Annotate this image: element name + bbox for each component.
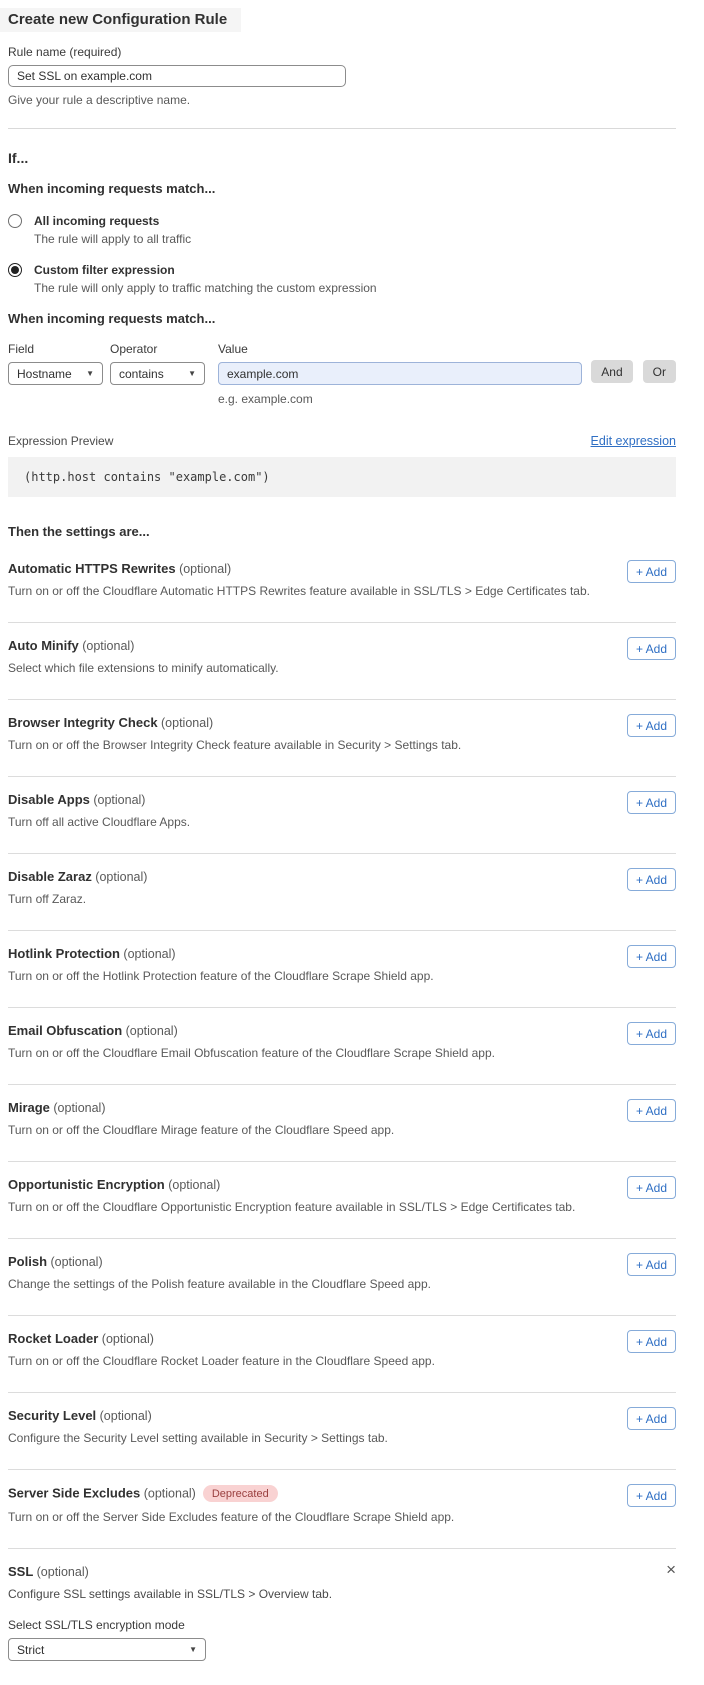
radio-option-all-incoming-requests[interactable] xyxy=(8,213,676,247)
setting-optional-label: (optional) xyxy=(175,562,232,576)
setting-optional-label: (optional) xyxy=(122,1024,178,1038)
add-setting-button[interactable]: + Add xyxy=(627,1022,676,1045)
setting-description: Turn on or off the Browser Integrity Check feature available in Security > Settings tab. xyxy=(8,738,462,752)
ssl-mode-select[interactable] xyxy=(8,1638,206,1661)
setting-title: Rocket Loader xyxy=(8,1331,99,1346)
setting-description: Turn off all active Cloudflare Apps. xyxy=(8,815,191,829)
add-setting-button[interactable]: + Add xyxy=(627,791,676,814)
radio-option-description: The rule will apply to all traffic xyxy=(34,232,192,246)
add-setting-button[interactable]: + Add xyxy=(627,868,676,891)
add-setting-button[interactable]: + Add xyxy=(627,1484,676,1507)
setting-optional-label: (optional) xyxy=(140,1486,196,1501)
add-setting-button[interactable]: + Add xyxy=(627,1407,676,1430)
setting-description: Turn on or off the Cloudflare Automatic HTTPS Rewrites feature available in SSL/TLS > Edge Certificates tab. xyxy=(8,584,590,598)
radio-option-custom-filter-expression[interactable] xyxy=(8,262,676,296)
ssl-mode-label: Select SSL/TLS encryption mode xyxy=(8,1618,185,1632)
operator-label: Operator xyxy=(110,342,158,356)
setting-title: Disable Apps xyxy=(8,792,90,807)
match-type-label: When incoming requests match... xyxy=(8,181,216,196)
add-setting-button[interactable]: + Add xyxy=(627,560,676,583)
expression-preview-box: (http.host contains "example.com") xyxy=(8,457,676,497)
setting-title: Opportunistic Encryption xyxy=(8,1177,165,1192)
setting-description: Configure the Security Level setting available in Security > Settings tab. xyxy=(8,1431,388,1445)
setting-row xyxy=(8,623,676,700)
then-settings-heading: Then the settings are... xyxy=(8,524,150,539)
ssl-mode-select-value: Strict xyxy=(17,1642,45,1657)
chevron-down-icon: ▼ xyxy=(86,368,94,378)
setting-row xyxy=(8,1393,676,1470)
and-button[interactable]: And xyxy=(591,360,632,383)
setting-title: Polish xyxy=(8,1254,48,1269)
setting-row xyxy=(8,1239,676,1316)
add-setting-button[interactable]: + Add xyxy=(627,1330,676,1353)
setting-optional-label: (optional) xyxy=(89,793,146,807)
setting-row xyxy=(8,854,676,931)
setting-optional-label: (optional) xyxy=(78,639,135,653)
setting-description: Turn on or off the Cloudflare Opportunistic Encryption feature available in SSL/TLS > Edge Certificates tab. xyxy=(8,1200,576,1214)
value-input[interactable] xyxy=(218,362,582,385)
setting-row xyxy=(8,931,676,1008)
expression-preview-label: Expression Preview xyxy=(8,434,114,448)
setting-title: Disable Zaraz xyxy=(8,869,92,884)
setting-row xyxy=(8,700,676,777)
radio-option-label: Custom filter expression xyxy=(34,263,175,277)
setting-optional-label: (optional) xyxy=(119,947,176,961)
setting-title: Mirage xyxy=(8,1100,50,1115)
setting-description: Turn on or off the Cloudflare Rocket Loader feature in the Cloudflare Speed app. xyxy=(8,1354,435,1368)
operator-select-value: contains xyxy=(119,366,164,381)
add-setting-button[interactable]: + Add xyxy=(627,637,676,660)
setting-optional-label: (optional) xyxy=(47,1255,103,1269)
setting-optional-label: (optional) xyxy=(36,1565,89,1579)
setting-row xyxy=(8,1316,676,1393)
setting-description: Turn on or off the Cloudflare Mirage feature of the Cloudflare Speed app. xyxy=(8,1123,395,1137)
field-label: Field xyxy=(8,342,35,356)
setting-description: Turn on or off the Hotlink Protection feature of the Cloudflare Scrape Shield app. xyxy=(8,969,434,983)
add-setting-button[interactable]: + Add xyxy=(627,1176,676,1199)
if-heading: If... xyxy=(8,150,29,166)
or-button[interactable]: Or xyxy=(643,360,676,383)
setting-title: Auto Minify xyxy=(8,638,79,653)
setting-optional-label: (optional) xyxy=(91,870,148,884)
chevron-down-icon: ▼ xyxy=(189,1644,197,1654)
add-setting-button[interactable]: + Add xyxy=(627,945,676,968)
setting-description: Select which file extensions to minify automatically. xyxy=(8,661,279,675)
setting-row xyxy=(8,546,676,623)
match-type-radio-group xyxy=(8,213,676,296)
page-title: Create new Configuration Rule xyxy=(0,8,241,32)
rule-name-input[interactable] xyxy=(8,65,346,87)
divider xyxy=(8,128,676,129)
setting-card-ssl xyxy=(8,1549,676,1661)
setting-description: Change the settings of the Polish feature available in the Cloudflare Speed app. xyxy=(8,1277,431,1291)
setting-title: Security Level xyxy=(8,1408,97,1423)
rule-name-label: Rule name (required) xyxy=(8,45,122,59)
setting-title: Hotlink Protection xyxy=(8,946,120,961)
setting-title: Browser Integrity Check xyxy=(8,715,158,730)
setting-description: Turn on or off the Server Side Excludes feature of the Cloudflare Scrape Shield app. xyxy=(8,1510,455,1524)
add-setting-button[interactable]: + Add xyxy=(627,714,676,737)
deprecated-badge: Deprecated xyxy=(203,1485,278,1502)
setting-title: Email Obfuscation xyxy=(8,1023,123,1038)
close-icon[interactable]: × xyxy=(666,1560,676,1579)
setting-row xyxy=(8,1162,676,1239)
setting-title: Automatic HTTPS Rewrites xyxy=(8,561,176,576)
chevron-down-icon: ▼ xyxy=(188,368,196,378)
setting-optional-label: (optional) xyxy=(98,1332,154,1346)
setting-optional-label: (optional) xyxy=(49,1101,106,1115)
setting-description: Turn on or off the Cloudflare Email Obfuscation feature of the Cloudflare Scrape Shield app. xyxy=(8,1046,495,1060)
edit-expression-link[interactable]: Edit expression xyxy=(590,434,676,448)
radio-button-icon[interactable] xyxy=(8,214,22,228)
add-setting-button[interactable]: + Add xyxy=(627,1253,676,1276)
expression-builder-label: When incoming requests match... xyxy=(8,311,216,326)
setting-title: Server Side Excludes xyxy=(8,1485,141,1501)
radio-option-description: The rule will only apply to traffic matching the custom expression xyxy=(34,281,377,295)
radio-button-icon[interactable] xyxy=(8,263,22,277)
field-select-value: Hostname xyxy=(17,366,72,381)
setting-optional-label: (optional) xyxy=(96,1409,152,1423)
setting-row xyxy=(8,1085,676,1162)
setting-optional-label: (optional) xyxy=(157,716,214,730)
setting-title: SSL xyxy=(8,1564,34,1579)
setting-row xyxy=(8,1008,676,1085)
value-hint: e.g. example.com xyxy=(218,392,313,406)
expression-builder-row xyxy=(8,342,676,406)
add-setting-button[interactable]: + Add xyxy=(627,1099,676,1122)
setting-description: Turn off Zaraz. xyxy=(8,892,87,906)
setting-description: Configure SSL settings available in SSL/TLS > Overview tab. xyxy=(8,1587,333,1601)
settings-list xyxy=(8,546,676,1549)
value-label: Value xyxy=(218,342,248,356)
setting-row xyxy=(8,1470,676,1549)
field-select[interactable] xyxy=(8,362,103,385)
setting-row xyxy=(8,777,676,854)
rule-name-help: Give your rule a descriptive name. xyxy=(8,93,191,107)
operator-select[interactable] xyxy=(110,362,205,385)
radio-option-label: All incoming requests xyxy=(34,214,160,228)
setting-optional-label: (optional) xyxy=(164,1178,221,1192)
